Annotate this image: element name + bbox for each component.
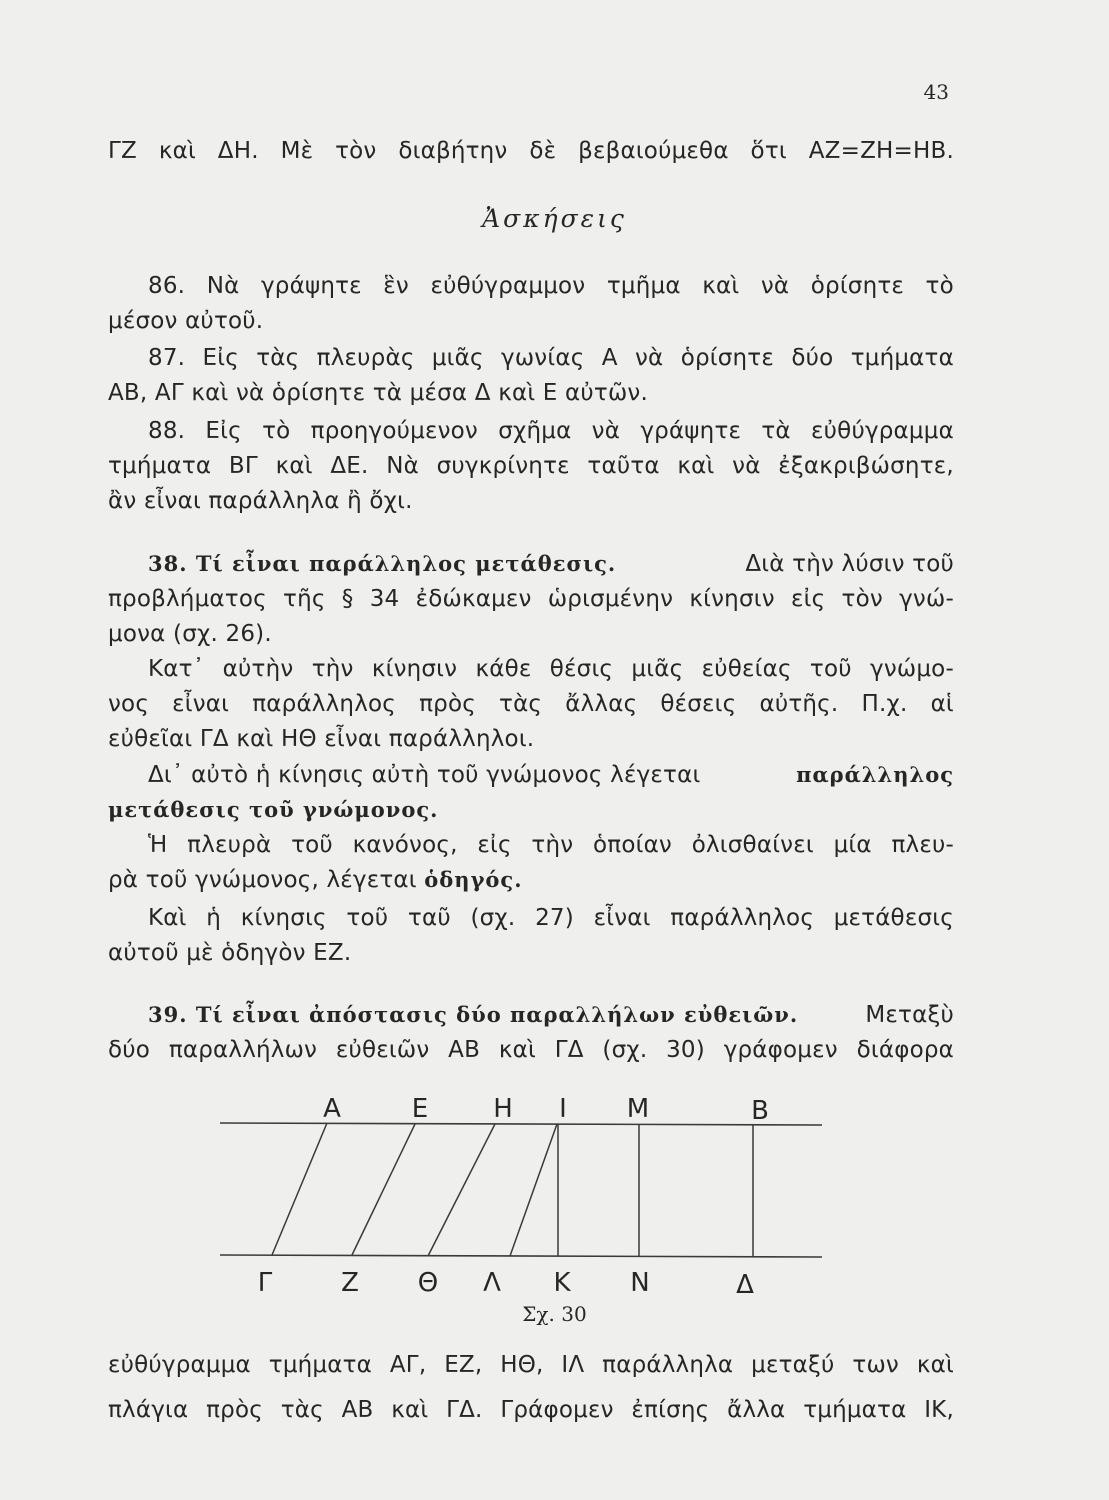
label-m: Μ [626,1094,650,1124]
word: Ἡ [148,832,168,858]
word: διαβήτην [398,138,508,164]
word: παράλληλος [252,691,396,717]
section-38-p4-line-2 [108,865,954,895]
word: ὡρισμένην [547,586,674,612]
word: ΑΖ=ΖΗ=ΗΒ. [808,138,954,164]
term-parallel: παράλληλος [796,762,954,787]
word: 87. [148,345,186,371]
word: τὸν [841,586,883,612]
word: τὰς [256,345,300,371]
after-figure-line-1 [108,1350,954,1380]
exercises-heading: Ἀσκήσεις [482,204,627,233]
word: εἰς [477,832,512,858]
word: πλάγια [108,1397,189,1423]
word: 34 [369,586,400,612]
exercise-87-line-2: ΑΒ, ΑΓ καὶ νὰ ὁρίσητε τὰ μέσα Δ καὶ Ε αὐτῶν. [108,380,648,406]
word: ΓΖ [108,138,137,164]
word: 88. [148,418,186,444]
section-38-p3-line-2 [108,795,954,825]
exercise-88-line-1 [148,416,954,446]
segment-hth [428,1124,495,1256]
word: καὶ [702,273,740,299]
word: τμήματα [803,1397,907,1423]
word: εἰς [790,586,826,612]
word: (σχ. [470,905,516,931]
word: ὅτι [750,138,787,164]
word: σχῆμα [498,418,572,444]
word: ΙΛ [561,1352,585,1378]
word: ΓΔ [554,1037,584,1063]
intro-line [108,136,954,166]
word: προβλήματος [108,586,267,612]
word: Α [601,345,618,371]
word: τὰς [280,1397,324,1423]
section-38-p5-line-1 [148,903,954,933]
word: πλευρὰς [316,345,415,371]
label-k: Κ [553,1268,571,1298]
word: πρὸς [419,691,476,717]
word: ὀλισθαίνει [691,832,814,858]
section-38-title: 38. Τί εἶναι παράλληλος μετάθεσις. [148,551,617,576]
label-z: Ζ [341,1268,359,1298]
label-h: Η [493,1094,513,1124]
word: Π.χ. [861,691,908,717]
exercise-87-line-1 [148,343,954,373]
word: πλευρὰ [187,832,272,858]
word: § [341,586,354,612]
section-38-p2-line-3: εὐθεῖαι ΓΔ καὶ ΗΘ εἶναι παράλληλοι. [108,726,535,752]
word: γωνίας [501,345,585,371]
word: μετάθεσις [833,905,954,931]
word: τμήματα [108,453,212,479]
exercise-88-line-2 [108,451,954,481]
word: εἶναι [172,691,230,717]
label-i: Ι [559,1094,567,1124]
word: τμήματα [850,345,954,371]
word: κίνησιν [689,586,775,612]
word: εὐθειῶν [335,1037,430,1063]
word: αὐτὴν [222,656,294,682]
word: αἱ [930,691,954,717]
exercise-86-line-1 [148,271,954,301]
word: τὰ [761,418,791,444]
word: τὴν [311,656,354,682]
section-38-p4-text: ρὰ τοῦ γνώμονος, λέγεται [108,867,417,893]
word: ἐξακριβώσητε, [778,453,954,479]
label-g: Γ [257,1268,273,1298]
label-a: Α [323,1094,341,1124]
word: Εἰς [205,418,242,444]
word: τοῦ [346,905,389,931]
word: Μὲ [280,138,314,164]
word: ΗΘ, [500,1352,544,1378]
word: εὐθείας [701,656,792,682]
label-l: Λ [483,1268,501,1298]
word: συγκρίνητε [436,453,570,479]
word: ΒΓ [228,453,258,479]
word: τὸ [262,418,291,444]
label-b: Β [751,1096,769,1126]
word: γράφομεν [723,1037,838,1063]
word: καὶ [677,453,715,479]
segment-il [510,1124,557,1256]
word: ταῦτα [587,453,660,479]
section-38-line-1-rest: Διὰ τὴν λύσιν τοῦ [745,551,954,577]
bottom-labels [258,1268,754,1300]
section-38-p2-line-1 [148,654,954,684]
word: κίνησιν [371,656,458,682]
word: γνώμο- [870,656,954,682]
word: νὰ [591,418,621,444]
word: κάθε [475,656,532,682]
word: Γράφομεν [500,1397,614,1423]
word: κανόνος, [352,832,458,858]
word: εὐθύγραμμα [108,1352,251,1378]
word: ὁρίσητε [680,345,774,371]
word: θέσεις [660,691,737,717]
word: Εἰς [202,345,239,371]
word: ὁποίαν [593,832,672,858]
word: γράψητε [640,418,742,444]
line-gd [220,1255,822,1257]
word: τὸν [335,138,377,164]
word: καὶ [275,453,313,479]
word: πρὸς [206,1397,263,1423]
section-38-line-2 [108,584,954,614]
word: κίνησις [240,905,327,931]
exercise-86-line-2: μέσον αὐτοῦ. [108,308,264,334]
word: τὰς [499,691,543,717]
word: καὶ [158,138,196,164]
top-labels [323,1094,769,1126]
word: μιᾶς [431,345,484,371]
word: γνώ- [899,586,954,612]
word: τμῆμα [606,273,681,299]
section-39-title: 39. Τί εἶναι ἀπόστασις δύο παραλλήλων εὐθειῶν. [148,1002,799,1027]
after-figure-line-2 [108,1395,954,1425]
word: διάφορα [856,1037,954,1063]
word: ΓΔ. [446,1397,483,1423]
word: ἓν [383,273,409,299]
word: ΔΕ. [330,453,369,479]
label-th: Θ [417,1268,439,1298]
word: μιᾶς [631,656,684,682]
term-parallel-translation: μετάθεσις τοῦ γνώμονος. [108,797,439,822]
section-38-p2-line-2 [108,689,954,719]
word: τὸ [925,273,954,299]
section-38-p3-line-1 [148,760,954,790]
word: νὰ [634,345,664,371]
word: Νὰ [206,273,240,299]
word: εὐθύγραμμον [430,273,586,299]
word: θέσις [549,656,614,682]
word: νὰ [760,273,790,299]
word: ΑΓ, [389,1352,427,1378]
word: τοῦ [809,656,852,682]
word: ἡ [206,905,222,931]
word: ἐπίσης [631,1397,710,1423]
word: ἄλλα [727,1397,786,1423]
word: παραλλήλων [168,1037,318,1063]
word: τοῦ [291,832,333,858]
segment-ag [272,1123,327,1255]
word: ΕΖ, [444,1352,483,1378]
word: ταῦ [407,905,451,931]
segment-ez [352,1124,415,1255]
word: ΑΒ [341,1397,374,1423]
word: 27) [535,905,574,931]
section-38-p4-line-1 [148,830,954,860]
term-guide: ὁδηγός. [424,867,523,892]
word: δύο [791,345,834,371]
word: γράψητε [260,273,362,299]
word: παράλληλα [602,1352,734,1378]
section-39-line-1-rest: Μεταξὺ [865,1002,954,1028]
word: Κατ᾽ [148,656,205,682]
word: αὐτῆς. [759,691,839,717]
exercise-88-line-3: ἂν εἶναι παράλληλα ἢ ὄχι. [108,488,413,514]
section-38-line-1 [148,549,954,579]
word: προηγούμενον [310,418,478,444]
page-number: 43 [923,80,949,104]
word: εἶναι [593,905,651,931]
word: (σχ. [602,1037,648,1063]
figure-caption: Σχ. 30 [522,1302,587,1326]
label-n: Ν [630,1268,650,1298]
word: πλευ- [891,832,954,858]
section-39-line-2 [108,1035,954,1065]
word: ΔΗ. [217,138,259,164]
word: καὶ [498,1037,536,1063]
word: ἄλλας [565,691,638,717]
label-e: Ε [411,1094,429,1124]
word: καὶ [916,1352,954,1378]
word: ἐδώκαμεν [415,586,532,612]
word: τὴν [531,832,574,858]
section-39-line-1 [148,1000,954,1030]
section-38-p3-text: Δι᾽ αὐτὸ ἡ κίνησις αὐτὴ τοῦ γνώμονος λέγεται [148,762,701,788]
word: καὶ [391,1397,429,1423]
section-38-p5-line-2: αὐτοῦ μὲ ὁδηγὸν ΕΖ. [108,940,352,966]
word: ὁρίσητε [810,273,905,299]
word: των [852,1352,899,1378]
word: 86. [148,273,186,299]
word: ΑΒ [448,1037,481,1063]
word: 30) [666,1037,705,1063]
word: τμήματα [268,1352,373,1378]
word: δὲ [529,138,557,164]
label-d: Δ [736,1270,754,1300]
word: Νὰ [386,453,419,479]
word: παράλληλος [670,905,815,931]
word: μία [833,832,872,858]
word: βεβαιούμεθα [578,138,729,164]
word: εὐθύγραμμα [811,418,954,444]
line-ab [220,1123,822,1125]
word: νὰ [732,453,761,479]
word: δύο [108,1037,151,1063]
section-38-line-3: μονα (σχ. 26). [108,621,272,647]
word: ΙΚ, [924,1397,954,1423]
word: Καὶ [148,905,187,931]
word: νος [108,691,150,717]
word: τῆς [283,586,326,612]
word: μεταξύ [751,1352,835,1378]
